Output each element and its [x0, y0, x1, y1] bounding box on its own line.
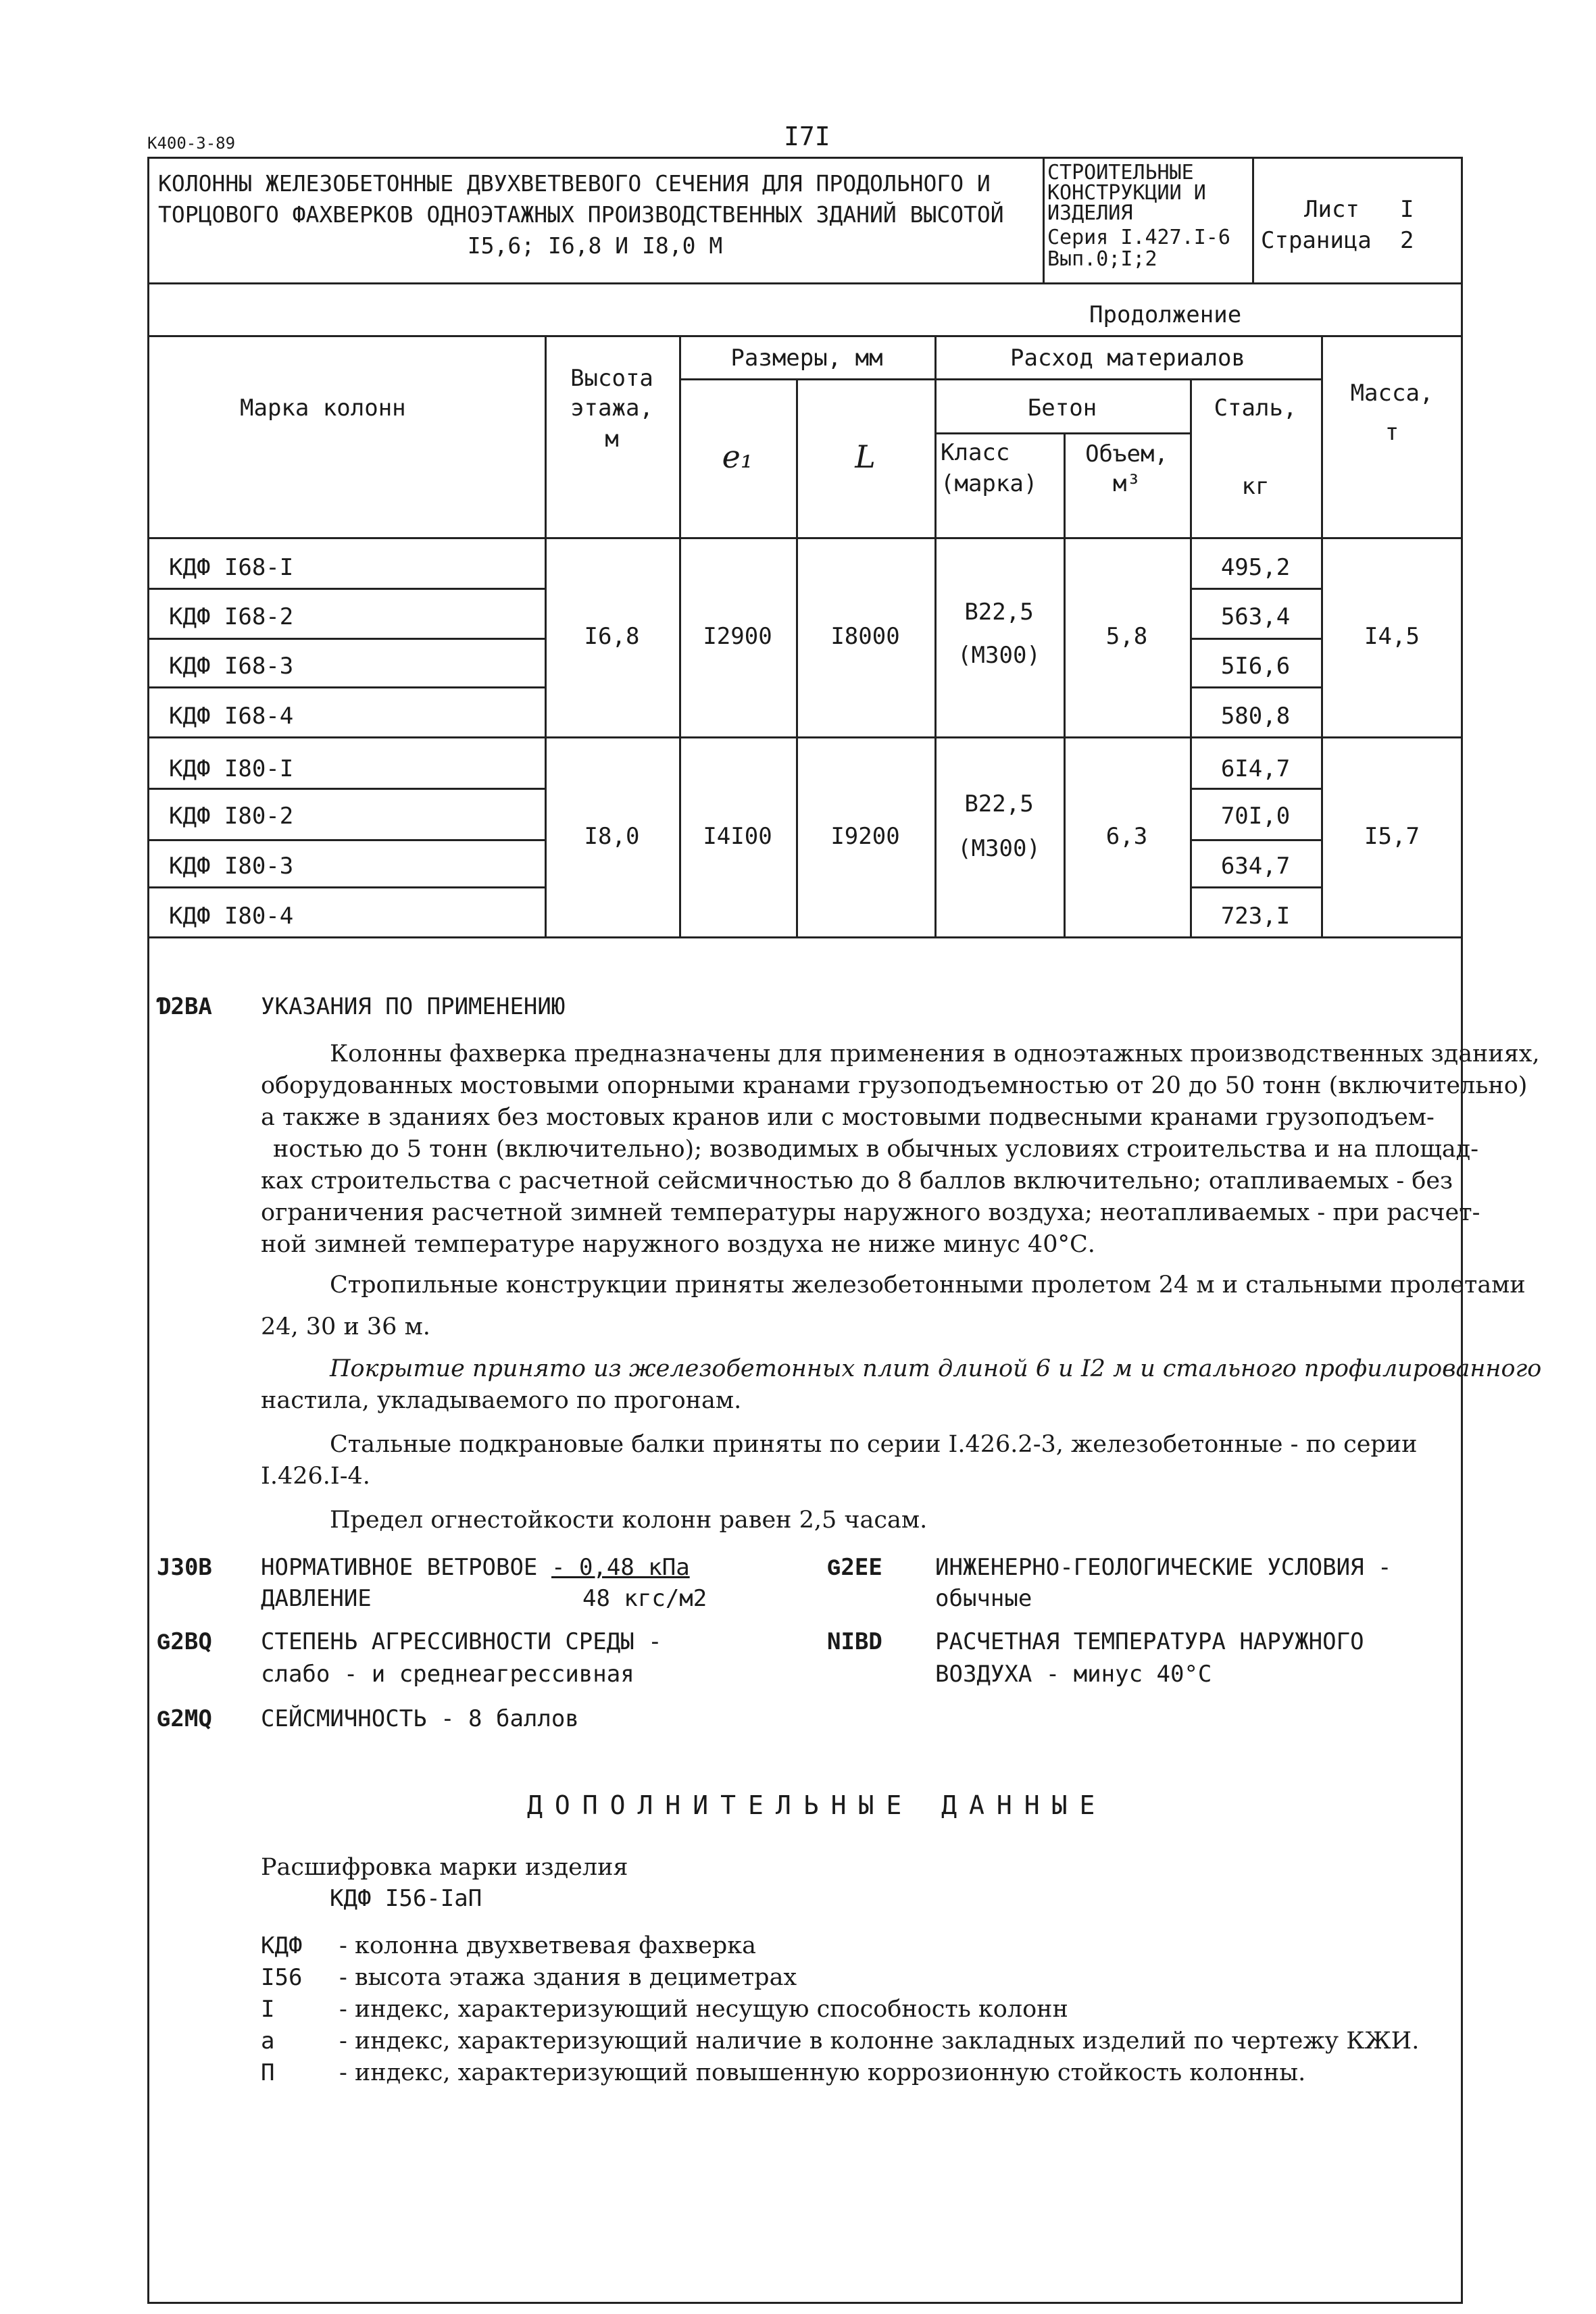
decode-item-desc: - индекс, характеризующий повышенную коррозионную стойкость колонны.: [339, 2059, 1306, 2086]
aggressiveness-label-2: слабо - и среднеагрессивная: [261, 1661, 634, 1688]
group-grade: (М300): [957, 835, 1041, 862]
decode-item-code: П: [261, 2059, 275, 2086]
paragraph-4-line-2: I.426.I-4.: [261, 1463, 370, 1490]
group-mass: I4,5: [1364, 623, 1420, 650]
group-l1: I2900: [703, 623, 772, 650]
header-category-1: СТРОИТЕЛЬНЫЕ: [1047, 161, 1194, 184]
table-row-steel: 495,2: [1220, 554, 1291, 581]
continuation-label: Продолжение: [1089, 301, 1242, 328]
col-header-height-1: Высота: [570, 365, 653, 392]
table-row-mark: КДФ I80-2: [169, 803, 294, 830]
paragraph-1-line-2: оборудованных мостовыми опорными кранами грузоподъемностью от 20 до 50 тонн (включительно): [261, 1072, 1528, 1099]
col-header-consumption: Расход материалов: [1010, 345, 1245, 372]
table-row-mark: КДФ I68-4: [169, 703, 294, 730]
wind-value-1: - 0,48 кПа: [551, 1554, 690, 1581]
group-mass: I5,7: [1364, 823, 1420, 850]
table-row-steel: 634,7: [1220, 853, 1291, 880]
col-header-steel-2: кг: [1241, 473, 1270, 500]
col-header-L: L: [855, 438, 876, 475]
table-row-steel: 5I6,6: [1220, 653, 1291, 680]
header-issue: Вып.0;I;2: [1047, 247, 1157, 271]
table-bottom-line: [147, 936, 1463, 938]
header-category-2: КОНСТРУКЦИИ И: [1047, 181, 1206, 205]
col-header-l1: e₁: [722, 438, 753, 475]
table-row-steel: 723,I: [1220, 903, 1291, 930]
temperature-label-1: РАСЧЕТНАЯ ТЕМПЕРАТУРА НАРУЖНОГО: [935, 1628, 1364, 1655]
group-L: I9200: [830, 823, 900, 850]
group-height: I6,8: [584, 623, 640, 650]
paragraph-1-line-3: а также в зданиях без мостовых кранов или с мостовыми подвесными кранами грузоподъем-: [261, 1104, 1435, 1131]
table-row-mark: КДФ I68-I: [169, 554, 294, 581]
group-L: I8000: [830, 623, 900, 650]
col-header-height-3: м: [605, 426, 619, 453]
row-line: [147, 588, 545, 590]
wind-value-2: 48 кгс/м2: [582, 1585, 707, 1612]
paragraph-1-line-6: ограничения расчетной зимней температуры наружного воздуха; неотапливаемых - при расчет-: [261, 1199, 1480, 1226]
sheet-label: Лист: [1304, 196, 1360, 223]
row-line: [1190, 886, 1321, 888]
paragraph-3-line-2: настила, укладываемого по прогонам.: [261, 1387, 742, 1414]
table-row-steel: 580,8: [1220, 703, 1291, 730]
decode-title: Расшифровка марки изделия: [261, 1854, 628, 1881]
group-class: В22,5: [964, 790, 1034, 818]
col-header-volume-2: м³: [1113, 470, 1141, 497]
row-line: [147, 686, 545, 688]
paragraph-1-line-4: ностью до 5 тонн (включительно); возводимых в обычных условиях строительства и на площад-: [273, 1136, 1479, 1163]
decode-item-desc: - высота этажа здания в дециметрах: [339, 1964, 797, 1991]
page-number: I7I: [784, 122, 830, 151]
table-row-mark: КДФ I80-I: [169, 755, 294, 782]
temperature-label-2: ВОЗДУХА - минус 40°С: [935, 1661, 1212, 1688]
decode-item-code: а: [261, 2028, 275, 2055]
group-class: В22,5: [964, 599, 1034, 626]
row-line: [1190, 839, 1321, 841]
group-divider: [147, 736, 1463, 738]
header-divider: [147, 282, 1463, 284]
page-label: Страница: [1261, 227, 1372, 254]
group-grade: (М300): [957, 642, 1041, 669]
document-code: К400-3-89: [147, 134, 236, 153]
table-row-mark: КДФ I68-3: [169, 653, 294, 680]
table-vline-volume: [1064, 432, 1066, 936]
header-series: Серия I.427.I-6: [1047, 226, 1230, 249]
table-row-steel: 6I4,7: [1220, 755, 1291, 782]
temperature-code: NIВD: [827, 1628, 882, 1655]
paragraph-5: Предел огнестойкости колонн равен 2,5 часам.: [330, 1507, 928, 1534]
paragraph-3-line-1: Покрытие принято из железобетонных плит длиной 6 и I2 м и стального профилированного: [330, 1355, 1542, 1382]
col-header-concrete: Бетон: [1027, 395, 1097, 422]
table-hline-sizes: [679, 378, 1321, 380]
row-line: [1190, 686, 1321, 688]
decode-item-code: I56: [261, 1964, 303, 1991]
table-row-mark: КДФ I80-3: [169, 853, 294, 880]
paragraph-1-line-1: Колонны фахверка предназначены для применения в одноэтажных производственных зданиях,: [330, 1040, 1540, 1067]
row-line: [1190, 638, 1321, 640]
paragraph-2-line-1: Стропильные конструкции приняты железобетонными пролетом 24 м и стальными пролетами: [330, 1272, 1526, 1299]
instructions-title: УКАЗАНИЯ ПО ПРИМЕНЕНИЮ: [261, 993, 566, 1020]
col-header-steel-1: Сталь,: [1214, 395, 1297, 422]
row-line: [1190, 788, 1321, 790]
paragraph-1-line-5: ках строительства с расчетной сейсмичностью до 8 баллов включительно; отапливаемых - без: [261, 1167, 1453, 1194]
table-row-steel: 563,4: [1220, 603, 1291, 630]
row-line: [147, 839, 545, 841]
col-header-height-2: этажа,: [570, 395, 653, 422]
paragraph-4-line-1: Стальные подкрановые балки приняты по серии I.426.2-3, железобетонные - по серии: [330, 1431, 1418, 1458]
row-line: [147, 638, 545, 640]
table-row-mark: КДФ I80-4: [169, 903, 294, 930]
table-hline-concrete: [934, 432, 1190, 434]
header-vline-2: [1252, 157, 1254, 284]
decode-example: КДФ I56-IаП: [330, 1885, 482, 1912]
header-category-3: ИЗДЕЛИЯ: [1047, 201, 1133, 225]
header-vline-1: [1043, 157, 1045, 284]
group-l1: I4I00: [703, 823, 772, 850]
seismicity-code: Ԍ2МQ: [157, 1705, 212, 1732]
table-row-mark: КДФ I68-2: [169, 603, 294, 630]
decode-item-code: КДФ: [261, 1932, 303, 1959]
decode-item-desc: - индекс, характеризующий наличие в колонне закладных изделий по чертежу КЖИ.: [339, 2028, 1420, 2055]
col-header-mass-1: Масса,: [1350, 380, 1434, 407]
decode-item-desc: - колонна двухветвевая фахверка: [339, 1932, 756, 1959]
header-title-line-3: I5,6; I6,8 И I8,0 М: [467, 232, 723, 259]
col-header-class-2: (марка): [941, 470, 1038, 497]
decode-item-code: I: [261, 1996, 275, 2023]
page-value: 2: [1400, 227, 1414, 254]
decode-item-desc: - индекс, характеризующий несущую способность колонн: [339, 1996, 1068, 2023]
table-top-line: [147, 335, 1463, 337]
geo-label-2: обычные: [935, 1585, 1032, 1612]
header-title-line-1: КОЛОННЫ ЖЕЛЕЗОБЕТОННЫЕ ДВУХВЕТВЕВОГО СЕЧЕНИЯ ДЛЯ ПРОДОЛЬНОГО И: [158, 170, 991, 197]
aggressiveness-code: Ԍ2ВQ: [157, 1628, 212, 1655]
col-header-mark: Марка колонн: [240, 395, 406, 422]
table-row-steel: 70I,0: [1220, 803, 1291, 830]
row-line: [147, 886, 545, 888]
geo-code: Ԍ2ЕЕ: [827, 1554, 882, 1581]
col-header-sizes: Размеры, мм: [730, 345, 883, 372]
wind-label-2: ДАВЛЕНИЕ: [261, 1585, 372, 1612]
col-header-mass-2: т: [1385, 419, 1399, 446]
paragraph-2-line-2: 24, 30 и 36 м.: [261, 1313, 430, 1340]
geo-label-1: ИНЖЕНЕРНО-ГЕОЛОГИЧЕСКИЕ УСЛОВИЯ -: [935, 1554, 1392, 1581]
seismicity-label: СЕЙСМИЧНОСТЬ - 8 баллов: [261, 1705, 579, 1732]
wind-label-1: НОРМАТИВНОЕ ВЕТРОВОЕ: [261, 1554, 538, 1581]
paragraph-1-line-7: ной зимней температуре наружного воздуха не ниже минус 40°С.: [261, 1231, 1095, 1258]
table-header-bottom: [147, 537, 1463, 539]
additional-title: ДОПОЛНИТЕЛЬНЫЕ ДАННЫЕ: [527, 1790, 1107, 1820]
wind-code: Ј30В: [157, 1554, 212, 1581]
row-line: [1190, 588, 1321, 590]
row-line: [147, 788, 545, 790]
group-volume: 5,8: [1105, 623, 1148, 650]
header-title-line-2: ТОРЦОВОГО ФАХВЕРКОВ ОДНОЭТАЖНЫХ ПРОИЗВОДСТВЕННЫХ ЗДАНИЙ ВЫСОТОЙ: [158, 201, 1004, 228]
col-header-class-1: Класс: [941, 439, 1010, 466]
col-header-volume-1: Объем,: [1085, 441, 1168, 468]
sheet-value: I: [1400, 196, 1414, 223]
instructions-code: Ɗ2ВА: [157, 993, 212, 1020]
group-height: I8,0: [584, 823, 640, 850]
group-volume: 6,3: [1105, 823, 1148, 850]
aggressiveness-label-1: СТЕПЕНЬ АГРЕССИВНОСТИ СРЕДЫ -: [261, 1628, 662, 1655]
